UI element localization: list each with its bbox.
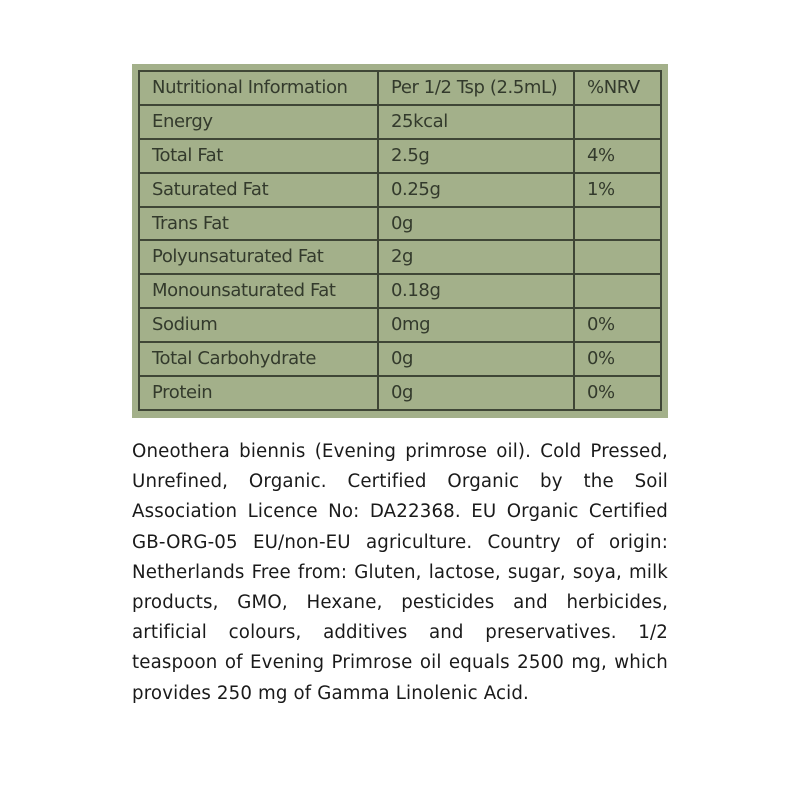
nutrient-name: Trans Fat (139, 207, 378, 241)
table-row (139, 342, 661, 376)
nutrient-name: Total Fat (139, 139, 378, 173)
product-description: Oneothera biennis (Evening primrose oil). Cold Pressed, Unrefined, Organic. Certified Organic by the Soil Association Licence No: DA22368. EU Organic Certified GB-ORG-05 EU/non-EU agriculture. Country of origin: Netherlands Free from: Gluten, lactose, sugar, soya, milk products, GMO, Hexane, pesticides and herbicides, artificial colours, additives and preservatives. 1/2 teaspoon of Evening Primrose oil equals 2500 mg, which provides 250 mg of Gamma Linolenic Acid. (132, 441, 668, 704)
nutrient-nrv (574, 240, 661, 274)
nutrient-name: Energy (139, 105, 378, 139)
nutrient-name: Total Carbohydrate (139, 342, 378, 376)
nutrient-nrv: 0% (574, 308, 661, 342)
nutrient-amount: 0g (378, 376, 574, 410)
table-row (139, 376, 661, 410)
nutrient-amount: 0g (378, 207, 574, 241)
nutrient-amount: 2.5g (378, 139, 574, 173)
table-row (139, 173, 661, 207)
table-row (139, 207, 661, 241)
table-row (139, 308, 661, 342)
nutrient-name: Saturated Fat (139, 173, 378, 207)
nutrient-nrv (574, 274, 661, 308)
nutrient-nrv: 0% (574, 342, 661, 376)
table-row (139, 274, 661, 308)
header-nrv: %NRV (574, 71, 661, 105)
nutrition-table (138, 70, 662, 411)
table-row (139, 139, 661, 173)
nutrient-amount: 0.18g (378, 274, 574, 308)
table-header-row (139, 71, 661, 105)
nutrient-amount: 0mg (378, 308, 574, 342)
nutrient-nrv: 1% (574, 173, 661, 207)
nutrient-amount: 2g (378, 240, 574, 274)
table-row (139, 105, 661, 139)
nutrition-panel (132, 64, 668, 418)
header-nutritional-information: Nutritional Information (139, 71, 378, 105)
table-row (139, 240, 661, 274)
nutrient-nrv: 0% (574, 376, 661, 410)
nutrient-amount: 25kcal (378, 105, 574, 139)
nutrient-nrv: 4% (574, 139, 661, 173)
nutrient-name: Monounsaturated Fat (139, 274, 378, 308)
nutrient-name: Protein (139, 376, 378, 410)
nutrient-amount: 0.25g (378, 173, 574, 207)
nutrient-nrv (574, 105, 661, 139)
nutrient-nrv (574, 207, 661, 241)
header-per-serving: Per 1/2 Tsp (2.5mL) (378, 71, 574, 105)
nutrient-name: Polyunsaturated Fat (139, 240, 378, 274)
nutrient-name: Sodium (139, 308, 378, 342)
nutrient-amount: 0g (378, 342, 574, 376)
